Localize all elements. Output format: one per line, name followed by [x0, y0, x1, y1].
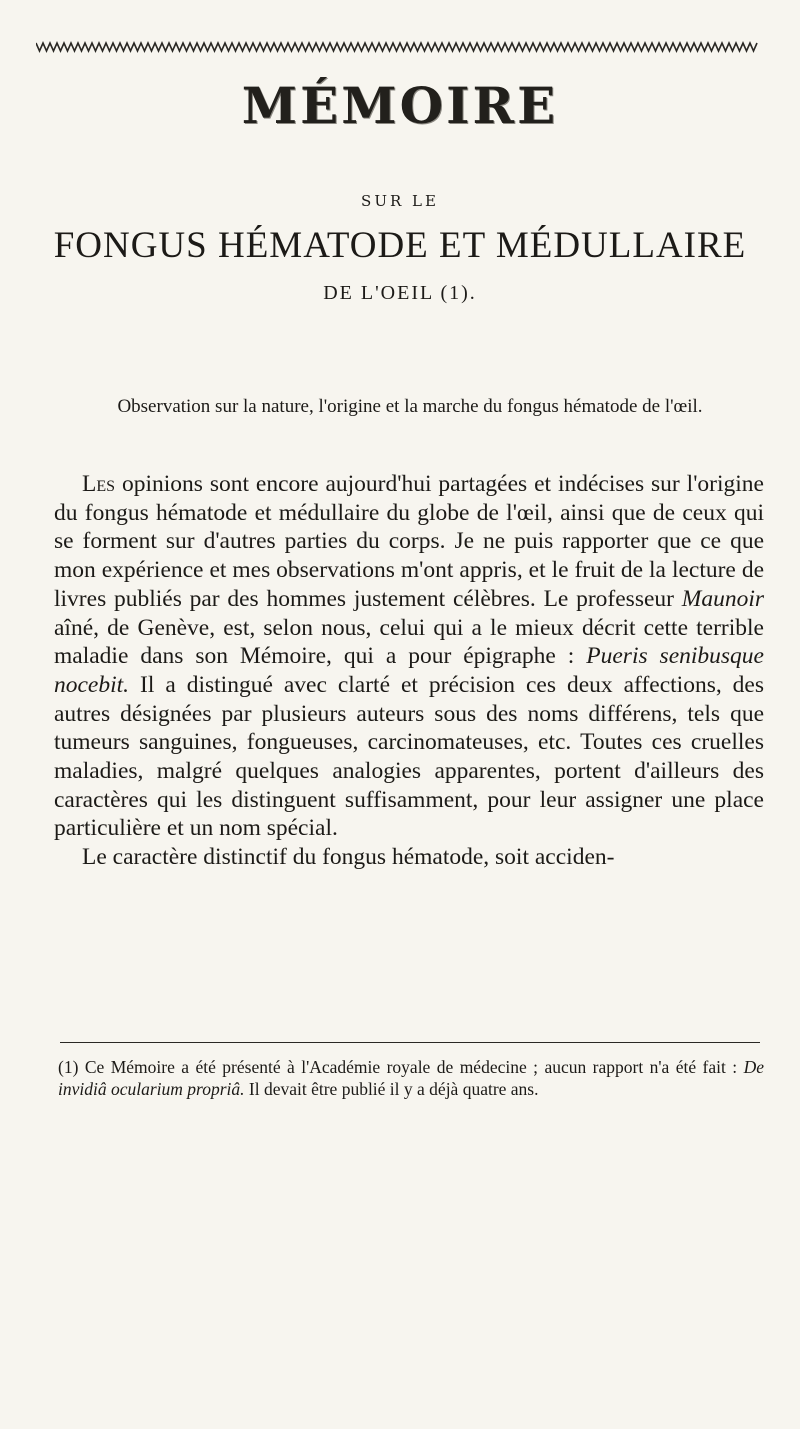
footnote-part-2: Il devait être publié il y a déjà quatre ans. — [244, 1079, 539, 1099]
decorative-ornament-border — [36, 40, 758, 54]
author-name: Maunoir — [681, 585, 764, 612]
subtitle-line-2: DE L'OEIL (1). — [323, 282, 477, 304]
footnote-latin: De invidiâ ocularium propriâ. — [58, 1057, 764, 1099]
paragraph-1-part-1: opinions sont encore aujourd'hui partagées et indécises sur l'origine du fongus hématode et médullaire du globe de l'œil, ainsi que de ceux qui se forment sur d'autres parties du corps. Je ne puis rapporter que ce que mon expérience et mes observations m'ont appris, et le fruit de la lecture de livres publiés par des hommes justement célèbres. Le professeur — [54, 471, 764, 612]
title-connector: SUR LE — [361, 192, 439, 210]
ornament-zigzag — [36, 40, 758, 54]
main-title: MÉMOIRE — [241, 76, 559, 135]
footnote-part-1: (1) Ce Mémoire a été présenté à l'Académie royale de médecine ; aucun rapport n'a été fait : — [58, 1057, 744, 1077]
subtitle: FONGUS HÉMATODE ET MÉDULLAIRE — [53, 225, 747, 266]
ornament-line — [36, 43, 757, 51]
footnote-divider — [60, 1042, 760, 1043]
paragraph-1-part-3: Il a distingué avec clarté et précision ces deux affections, des autres désignées par plusieurs auteurs sous des noms différens, tels que tumeurs sanguines, fongueuses, carcinomateuses, etc. Toutes ces cruelles maladies, malgré quelques analogies apparentes, portent d'ailleurs des caractères qui les distinguent suffisamment, pour leur assigner une place particulière et un nom spécial. — [54, 671, 764, 842]
paragraph-2: Le caractère distinctif du fongus hématode, soit acciden- — [82, 844, 615, 871]
summary-heading: Observation sur la nature, l'origine et la marche du fongus hématode de l'œil. — [117, 396, 703, 417]
epigraph: Pueris senibusque nocebit. — [54, 643, 764, 698]
body-text — [54, 470, 764, 872]
footnote — [58, 1056, 764, 1100]
paragraph-1-part-2: aîné, de Genève, est, selon nous, celui qui a le mieux décrit cette terrible maladie dans son Mémoire, qui a pour épigraphe : — [54, 614, 764, 670]
paragraph-1 — [54, 470, 764, 843]
lead-word: Les — [82, 471, 116, 497]
